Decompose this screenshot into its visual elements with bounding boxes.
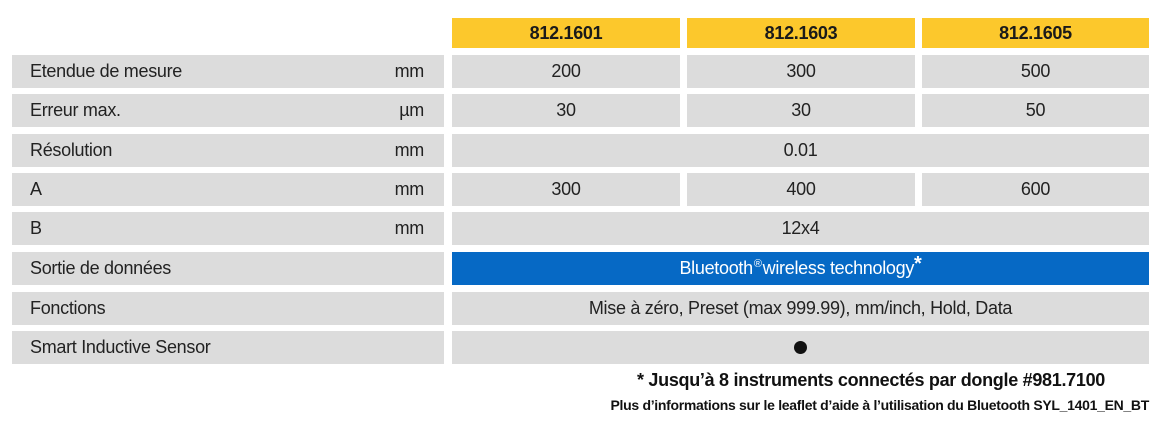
row-label-text: Etendue de mesure (30, 61, 183, 81)
row-label-text: Erreur max. (30, 100, 121, 120)
value-cell: 300 (687, 55, 915, 88)
row-label-measuring-range (12, 55, 444, 88)
row-label-text: Smart Inductive Sensor (30, 337, 211, 357)
value-cell: 500 (922, 55, 1149, 88)
row-unit: mm (394, 140, 424, 160)
row-label-text: A (30, 179, 42, 199)
row-label-a (12, 173, 444, 206)
row-label-text: Résolution (30, 140, 113, 160)
footnote-line-2: Plus d’informations sur le leaflet d’aide à l’utilisation du Bluetooth SYL_1401_EN_BT (610, 397, 1149, 413)
row-label-text: B (30, 218, 42, 238)
registered-mark: ® (753, 257, 762, 270)
value-cell: 600 (922, 173, 1149, 206)
value-cell-merged: 0.01 (452, 134, 1149, 167)
row-label-text: Fonctions (30, 298, 106, 318)
header-model-1: 812.1601 (452, 18, 680, 48)
row-unit: µm (399, 100, 424, 120)
row-label-smart-inductive-sensor (12, 331, 444, 364)
bluetooth-value-cell (452, 252, 1149, 285)
value-cell: 50 (922, 94, 1149, 127)
row-unit: mm (394, 218, 424, 238)
value-cell: 300 (452, 173, 680, 206)
value-cell: 30 (687, 94, 915, 127)
row-label-b (12, 212, 444, 245)
value-cell-merged: Mise à zéro, Preset (max 999.99), mm/inch, Hold, Data (452, 292, 1149, 325)
row-label-max-error (12, 94, 444, 127)
header-model-2: 812.1603 (687, 18, 915, 48)
footnote-line-1: * Jusqu’à 8 instruments connectés par dongle #981.7100 (637, 370, 1105, 390)
row-label-data-output (12, 252, 444, 285)
row-label-text: Sortie de données (30, 258, 172, 278)
bluetooth-rest-text: wireless technology (762, 258, 915, 278)
value-cell-merged: 12x4 (452, 212, 1149, 245)
header-model-3: 812.1605 (922, 18, 1149, 48)
row-label-functions (12, 292, 444, 325)
row-unit: mm (394, 179, 424, 199)
bluetooth-text: Bluetooth (679, 258, 753, 278)
value-cell: 200 (452, 55, 680, 88)
row-label-resolution (12, 134, 444, 167)
row-unit: mm (394, 61, 424, 81)
value-cell: 30 (452, 94, 680, 127)
value-cell-merged (452, 331, 1149, 364)
value-cell: 400 (687, 173, 915, 206)
filled-dot-icon (794, 341, 807, 354)
footnote-asterisk: * (914, 253, 922, 275)
